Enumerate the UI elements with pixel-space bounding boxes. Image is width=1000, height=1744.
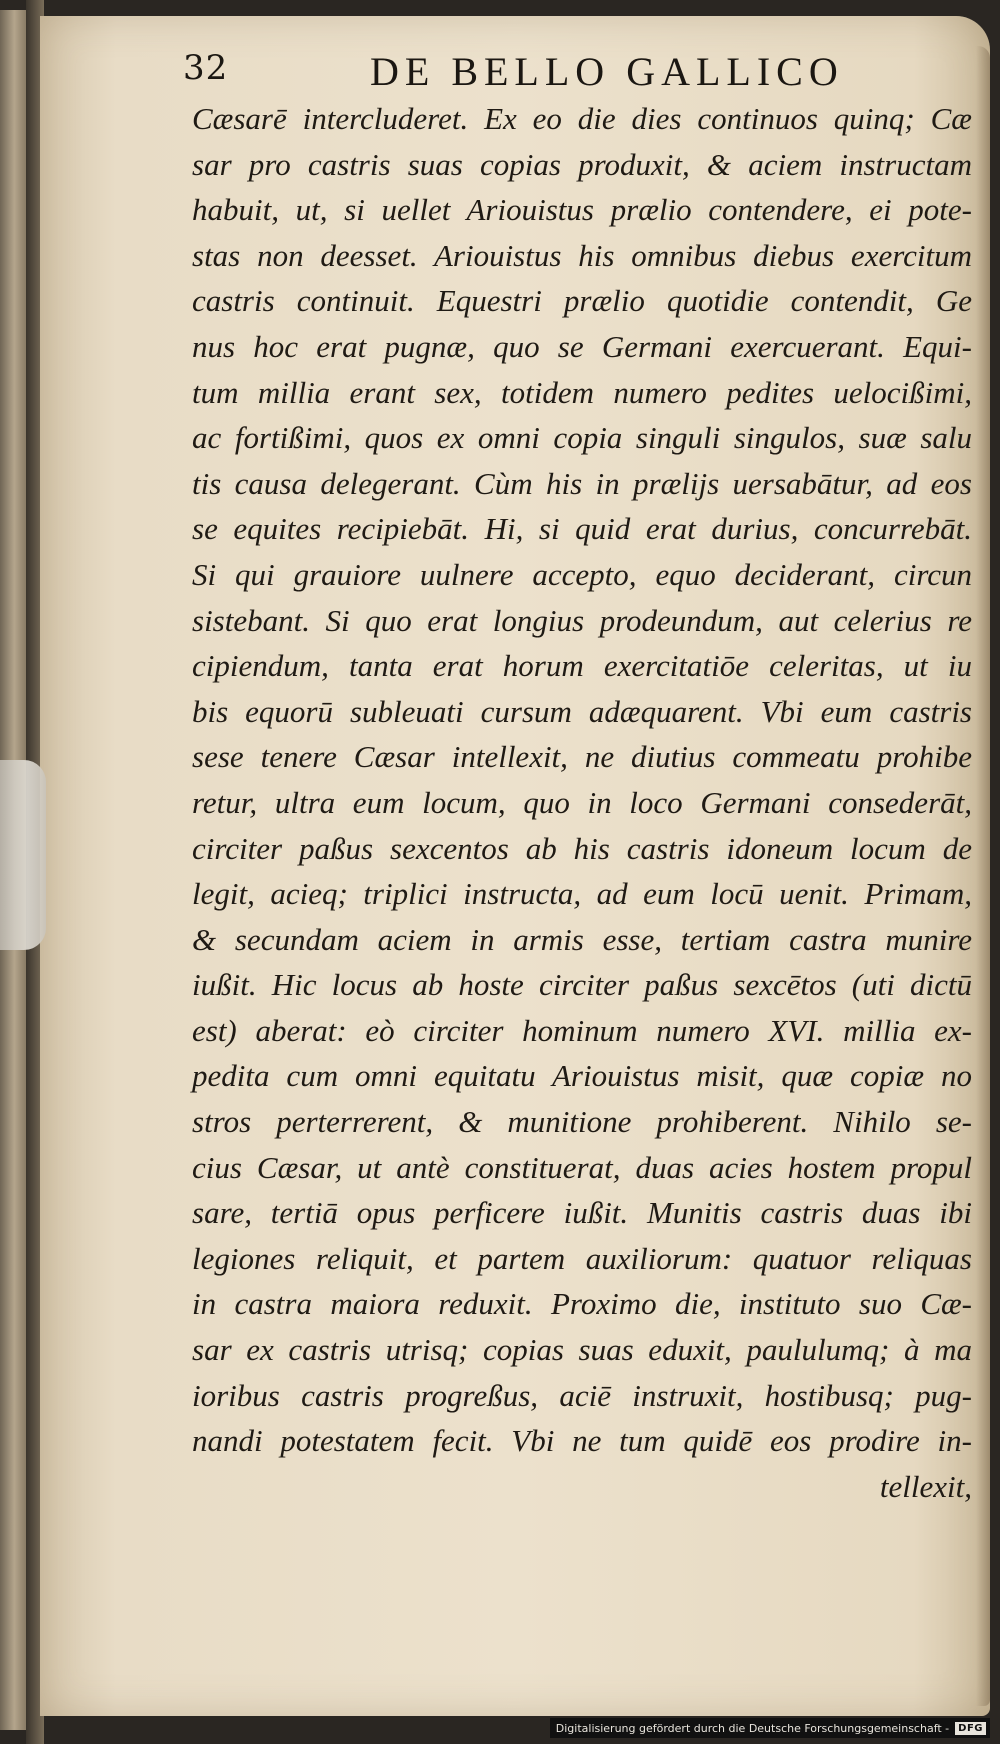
text-line: stas non deesset. Ariouistus his omnibus diebus exercitum [192, 237, 972, 273]
digitization-credit [550, 1718, 990, 1738]
book-clasp-tab [0, 760, 46, 950]
text-line: tellexit, [879, 1468, 972, 1504]
running-title: DE BELLO GALLICO [370, 49, 844, 94]
credit-text: Digitalisierung gefördert durch die Deutsche Forschungsgemeinschaft - [555, 1721, 950, 1735]
text-line: circiter paßus sexcentos ab his castris idoneum locum de [192, 830, 972, 866]
text-line: tum millia erant sex, totidem numero pedites uelocißimi, [192, 374, 972, 410]
text-line: Si qui grauiore uulnere accepto, equo deciderant, circun [192, 556, 972, 592]
running-head [0, 48, 1000, 98]
text-line: pedita cum omni equitatu Ariouistus misit, quæ copiæ no [192, 1058, 972, 1094]
body-text [192, 96, 972, 1504]
text-line: ac fortißimi, quos ex omni copia singuli singulos, suæ salu [192, 420, 972, 456]
text-line: retur, ultra eum locum, quo in loco Germani consederāt, [192, 784, 972, 820]
text-line: habuit, ut, si uellet Ariouistus prælio contendere, ei pote- [192, 192, 972, 228]
text-line: sese tenere Cæsar intellexit, ne diutius commeatu prohibe [192, 739, 972, 775]
text-line: sare, tertiā opus perficere iußit. Munitis castris duas ibi [192, 1195, 972, 1231]
text-line: legit, acieq; triplici instructa, ad eum locū uenit. Primam, [192, 876, 972, 912]
text-line: sar pro castris suas copias produxit, & aciem instructam [192, 146, 972, 182]
text-line: stros perterrerent, & munitione prohiberent. Nihilo se- [192, 1104, 972, 1140]
text-line: iußit. Hic locus ab hoste circiter paßus sexcētos (uti dictū [192, 967, 972, 1003]
text-line: tis causa delegerant. Cùm his in prælijs uersabātur, ad eos [192, 465, 972, 501]
text-line: bis equorū subleuati cursum adæquarent. Vbi eum castris [192, 693, 972, 729]
dfg-logo: DFG [955, 1722, 986, 1735]
text-line: legiones reliquit, et partem auxiliorum: quatuor reliquas [192, 1240, 972, 1276]
text-line: sar ex castris utrisq; copias suas eduxit, paululumq; à ma [192, 1332, 972, 1368]
text-line: nandi potestatem fecit. Vbi ne tum quidē eos prodire in- [192, 1423, 972, 1459]
text-line: nus hoc erat pugnæ, quo se Germani exercuerant. Equi- [192, 328, 972, 364]
text-line: est) aberat: eò circiter hominum numero XVI. millia ex- [192, 1012, 972, 1048]
page-fore-edge-shadow [976, 46, 990, 1706]
text-line: in castra maiora reduxit. Proximo die, instituto suo Cæ- [192, 1286, 972, 1322]
text-line: ioribus castris progreßus, aciē instruxit, hostibusq; pug- [192, 1377, 972, 1413]
text-line: castris continuit. Equestri prælio quotidie contendit, Ge [192, 283, 972, 319]
page-number: 32 [183, 48, 229, 88]
text-line: Cæsarē intercluderet. Ex eo die dies continuos quinq; Cæ [192, 101, 972, 136]
text-line: sistebant. Si quo erat longius prodeundum, aut celerius re [192, 602, 972, 638]
text-line: se equites recipiebāt. Hi, si quid erat durius, concurrebāt. [192, 511, 972, 547]
text-line: cipiendum, tanta erat horum exercitatiōe celeritas, ut iu [192, 648, 972, 684]
text-line: cius Cæsar, ut antè constituerat, duas acies hostem propul [192, 1149, 972, 1185]
text-line: & secundam aciem in armis esse, tertiam castra munire [192, 921, 972, 957]
